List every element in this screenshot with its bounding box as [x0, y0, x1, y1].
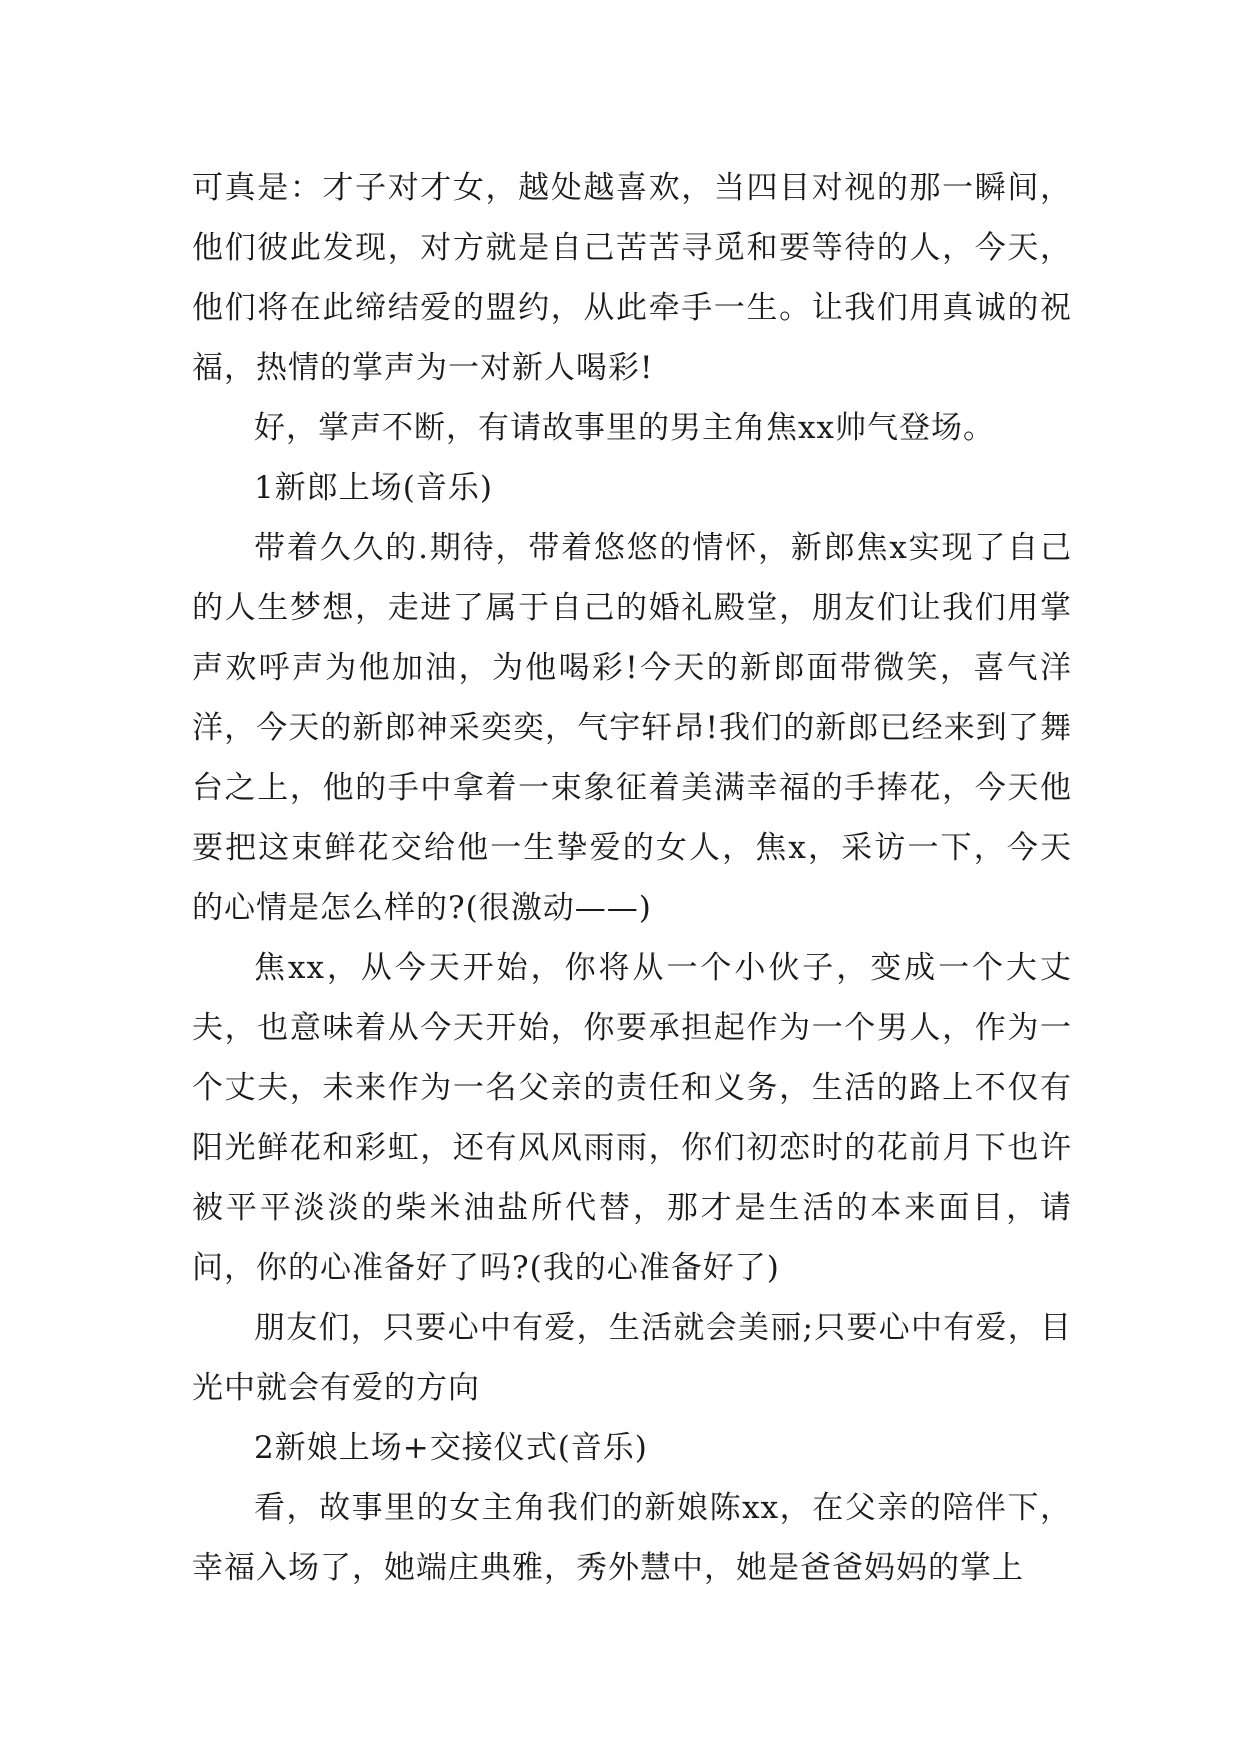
paragraph-groom-question: 焦xx，从今天开始，你将从一个小伙子，变成一个大丈夫，也意味着从今天开始，你要承担起作为一个男人，作为一个丈夫，未来作为一名父亲的责任和义务，生活的路上不仅有阳光鲜花和彩虹，还有风风雨雨，你们初恋时的花前月下也许被平平淡淡的柴米油盐所代替，那才是生活的本来面目，请问，你的心准备好了吗?(我的心准备好了)	[192, 950, 1072, 1286]
paragraph-intro: 可真是：才子对才女，越处越喜欢，当四目对视的那一瞬间，他们彼此发现，对方就是自己苦苦寻觅和要等待的人，今天，他们将在此缔结爱的盟约，从此牵手一生。让我们用真诚的祝福，热情的掌声为一对新人喝彩!	[192, 170, 1072, 386]
paragraph-groom-invite: 好，掌声不断，有请故事里的男主角焦xx帅气登场。	[254, 410, 995, 446]
document-page	[192, 158, 1072, 1598]
paragraph-bride-description: 看，故事里的女主角我们的新娘陈xx，在父亲的陪伴下，幸福入场了，她端庄典雅，秀外慧中，她是爸爸妈妈的掌上	[192, 1490, 1072, 1586]
section-heading-groom-entrance: 1新郎上场(音乐)	[254, 470, 493, 506]
section-heading-bride-entrance: 2新娘上场+交接仪式(音乐)	[254, 1430, 648, 1466]
paragraph-love-direction: 朋友们，只要心中有爱，生活就会美丽;只要心中有爱，目光中就会有爱的方向	[192, 1310, 1072, 1406]
paragraph-groom-description: 带着久久的.期待，带着悠悠的情怀，新郎焦x实现了自己的人生梦想，走进了属于自己的婚礼殿堂，朋友们让我们用掌声欢呼声为他加油，为他喝彩!今天的新郎面带微笑，喜气洋洋，今天的新郎神采奕奕，气宇轩昂!我们的新郎已经来到了舞台之上，他的手中拿着一束象征着美满幸福的手捧花，今天他要把这束鲜花交给他一生挚爱的女人，焦x，采访一下，今天的心情是怎么样的?(很激动——)	[192, 530, 1072, 926]
